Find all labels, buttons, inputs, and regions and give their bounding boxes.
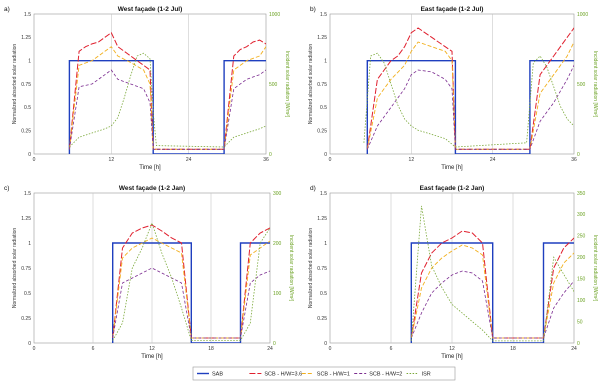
y-tick-label: 1: [28, 240, 31, 247]
y-right-tick-label: 0: [269, 151, 272, 158]
y-right-tick-label: 150: [577, 276, 586, 283]
x-tick-label: 36: [571, 157, 577, 163]
y-axis-label: Normalized absorbed solar radiation: [12, 227, 18, 309]
y-tick-label: 1.5: [24, 11, 31, 18]
y-tick-label: 0.5: [320, 105, 327, 112]
legend-label: SCB - H/W=2: [369, 371, 403, 378]
y-tick-label: 1: [28, 58, 31, 65]
y-tick-label: 1.5: [320, 11, 327, 18]
x-axis-label: Time [h]: [141, 354, 163, 360]
y-right-axis-label: Incident solar radiation [W/m²]: [592, 234, 598, 302]
y-tick-label: 1.25: [317, 35, 327, 42]
y-axis-label: Normalized absorbed solar radiation: [308, 227, 314, 309]
y-tick-label: 0.5: [24, 105, 31, 112]
y-tick-label: 0: [28, 340, 31, 347]
y-right-axis-label: Incident solar radiation [W/m²]: [284, 50, 290, 118]
panel-label: b): [310, 6, 316, 13]
panel-label: a): [4, 6, 10, 13]
y-tick-label: 0: [324, 151, 327, 158]
y-tick-label: 1: [324, 58, 327, 65]
y-tick-label: 0.25: [21, 128, 31, 135]
y-right-tick-label: 350: [577, 190, 586, 197]
legend-label: SCB - H/W=1: [316, 371, 350, 378]
panel-2: [308, 6, 607, 171]
x-tick-label: 24: [267, 346, 273, 352]
y-right-tick-label: 250: [577, 233, 586, 240]
panel-label: c): [4, 185, 10, 192]
panel-title: East façade (1-2 Jul): [420, 6, 484, 13]
series-line-scb-h-w-1: [367, 42, 607, 149]
series-line-sab: [367, 61, 607, 154]
panel-4: [308, 185, 607, 360]
series-line-scb-h-w-3-6: [367, 28, 607, 149]
x-tick-label: 18: [510, 346, 516, 352]
series-line-scb-h-w-2: [367, 65, 607, 149]
x-tick-label: 24: [571, 346, 577, 352]
x-tick-label: 12: [408, 157, 415, 163]
y-tick-label: 0.75: [317, 265, 327, 272]
y-tick-label: 1.25: [317, 215, 327, 222]
panel-title: East façade (1-2 Jan): [419, 185, 485, 192]
y-right-tick-label: 0: [577, 340, 580, 347]
y-right-tick-label: 300: [273, 190, 282, 197]
x-tick-label: 6: [389, 346, 393, 352]
y-right-tick-label: 200: [577, 255, 586, 262]
x-tick-label: 6: [91, 346, 95, 352]
y-tick-label: 0: [28, 151, 31, 158]
x-tick-label: 12: [108, 157, 115, 163]
y-right-tick-label: 0: [577, 151, 580, 158]
y-tick-label: 0.5: [320, 290, 327, 297]
y-tick-label: 0.25: [21, 315, 31, 322]
y-tick-label: 1.5: [320, 190, 327, 197]
x-tick-label: 0: [328, 346, 332, 352]
legend-label: SCB - H/W=3.6: [264, 371, 303, 378]
y-axis-label: Normalized absorbed solar radiation: [308, 43, 314, 125]
panel-1: [4, 6, 308, 171]
legend-label: ISR: [421, 371, 431, 378]
y-tick-label: 0.5: [24, 290, 31, 297]
x-tick-label: 36: [263, 157, 269, 163]
y-tick-label: 0.25: [317, 315, 327, 322]
x-tick-label: 0: [32, 157, 36, 163]
y-tick-label: 1.5: [24, 190, 31, 197]
legend-label: SAB: [212, 371, 224, 378]
y-right-tick-label: 300: [577, 212, 586, 219]
y-right-tick-label: 1000: [577, 11, 589, 18]
y-tick-label: 0.75: [21, 81, 31, 88]
x-tick-label: 12: [449, 346, 455, 352]
x-axis-label: Time [h]: [441, 165, 463, 171]
y-right-tick-label: 100: [273, 290, 282, 297]
legend: [193, 367, 455, 380]
y-tick-label: 0.75: [21, 265, 31, 272]
y-right-axis-label: Incident solar radiation [W/m²]: [592, 50, 598, 118]
y-tick-label: 0.75: [317, 81, 327, 88]
y-right-tick-label: 500: [269, 81, 278, 88]
y-right-tick-label: 0: [273, 340, 276, 347]
x-tick-label: 24: [489, 157, 496, 163]
panel-title: West façade (1-2 Jan): [118, 185, 186, 192]
y-right-tick-label: 200: [273, 240, 282, 247]
y-tick-label: 1.25: [21, 35, 31, 42]
y-tick-label: 0.25: [317, 128, 327, 135]
series-line-isr: [364, 50, 607, 147]
x-tick-label: 0: [328, 157, 332, 163]
y-tick-label: 0: [324, 340, 327, 347]
y-right-tick-label: 50: [577, 319, 583, 326]
y-tick-label: 1: [324, 240, 327, 247]
y-right-tick-label: 100: [577, 297, 586, 304]
x-tick-label: 0: [32, 346, 36, 352]
x-tick-label: 24: [185, 157, 192, 163]
y-axis-label: Normalized absorbed solar radiation: [12, 43, 18, 125]
x-tick-label: 18: [208, 346, 214, 352]
panel-3: [4, 185, 319, 360]
y-right-axis-label: Incident solar radiation [W/m²]: [288, 234, 294, 302]
y-tick-label: 1.25: [21, 215, 31, 222]
panel-title: West façade (1-2 Jul): [117, 6, 183, 13]
x-axis-label: Time [h]: [441, 354, 463, 360]
y-right-tick-label: 1000: [269, 11, 281, 18]
panel-label: d): [310, 185, 316, 192]
x-axis-label: Time [h]: [139, 165, 161, 171]
y-right-tick-label: 500: [577, 81, 586, 88]
x-tick-label: 12: [149, 346, 155, 352]
